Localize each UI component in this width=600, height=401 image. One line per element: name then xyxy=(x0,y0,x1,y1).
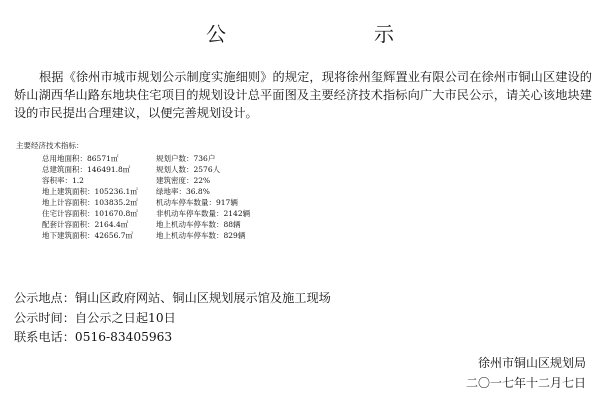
tech-right-cell xyxy=(156,153,215,164)
tech-left-cell xyxy=(42,208,156,219)
tech-label: 总建筑面积： xyxy=(42,165,87,174)
signature-date: 二〇一七年十二月七日 xyxy=(465,376,586,390)
tech-value: 103835.2㎡ xyxy=(94,198,138,207)
tech-label: 规划人数： xyxy=(156,165,194,174)
notice-time: 公示时间：自公示之日起10日 xyxy=(14,310,176,325)
tech-left-cell xyxy=(42,175,156,186)
tech-right-cell xyxy=(156,230,245,241)
tech-value: 2576人 xyxy=(193,165,221,174)
notice-body-paragraph: 根据《徐州市城市规划公示制度实施细则》的规定，现将徐州玺辉置业有限公司在徐州市铜山区建设的娇山湖西华山路东地块住宅项目的规划设计总平面图及主要经济技术指标向广大市民公示，请关心该地块建设的市民提出合理建议，以便完善规划设计。 xyxy=(14,70,592,120)
tech-value: 36.8% xyxy=(186,187,210,196)
tech-right-cell xyxy=(156,175,210,186)
tech-value: 736户 xyxy=(193,154,216,163)
tech-label: 住宅计容面积： xyxy=(42,209,95,218)
tech-value: 2142辆 xyxy=(223,209,251,218)
notice-details xyxy=(14,289,331,348)
tech-value: 22% xyxy=(193,176,211,185)
notice-phone: 联系电话：0516-83405963 xyxy=(14,330,173,344)
tech-label: 绿地率： xyxy=(156,187,186,196)
tech-left-cell xyxy=(42,219,156,230)
tech-row xyxy=(42,186,250,197)
tech-value: 42656.7㎡ xyxy=(94,231,134,240)
tech-label: 总用地面积： xyxy=(42,154,87,163)
tech-right-cell xyxy=(156,208,250,219)
tech-value: 146491.8㎡ xyxy=(87,165,131,174)
tech-left-cell xyxy=(42,230,156,241)
tech-label: 容积率： xyxy=(42,176,72,185)
tech-right-cell xyxy=(156,186,210,197)
tech-row xyxy=(42,175,250,186)
tech-value: 2164.4㎡ xyxy=(94,220,129,229)
tech-row xyxy=(42,164,250,175)
tech-label: 地下建筑面积： xyxy=(42,231,95,240)
signature-block xyxy=(466,353,586,393)
tech-value: 86571㎡ xyxy=(87,154,119,163)
tech-value: 917辆 xyxy=(216,198,238,207)
tech-indicators-table xyxy=(42,153,250,241)
tech-row xyxy=(42,153,250,164)
tech-label: 地上计容面积： xyxy=(42,198,95,207)
tech-right-cell xyxy=(156,197,238,208)
tech-label: 地上机动车停车数： xyxy=(156,231,224,240)
tech-row xyxy=(42,208,250,219)
tech-row xyxy=(42,197,250,208)
notice-location: 公示地点：铜山区政府网站、铜山区规划展示馆及施工现场 xyxy=(14,291,331,305)
tech-right-cell xyxy=(156,164,220,175)
tech-indicators-heading: 主要经济技术指标： xyxy=(16,141,84,150)
tech-label: 建筑密度： xyxy=(156,176,194,185)
tech-value: 829辆 xyxy=(223,231,246,240)
tech-value: 88辆 xyxy=(223,220,241,229)
tech-value: 101670.8㎡ xyxy=(94,209,138,218)
tech-left-cell xyxy=(42,164,156,175)
tech-label: 规划户数： xyxy=(156,154,194,163)
signature-org: 徐州市铜山区规划局 xyxy=(477,356,586,370)
tech-row xyxy=(42,219,250,230)
tech-right-cell xyxy=(156,219,241,230)
tech-row xyxy=(42,230,250,241)
tech-label: 地上建筑面积： xyxy=(42,187,95,196)
tech-left-cell xyxy=(42,186,156,197)
tech-left-cell xyxy=(42,197,156,208)
tech-value: 105236.1㎡ xyxy=(94,187,138,196)
document-title: 公 示 xyxy=(206,22,458,46)
tech-value: 1.2 xyxy=(72,176,84,185)
tech-label: 地上机动车停车数： xyxy=(156,220,224,229)
tech-left-cell xyxy=(42,153,156,164)
tech-label: 配套计容面积： xyxy=(42,220,95,229)
tech-label: 机动车停车数量： xyxy=(156,198,216,207)
tech-label: 非机动车停车数量： xyxy=(156,209,224,218)
